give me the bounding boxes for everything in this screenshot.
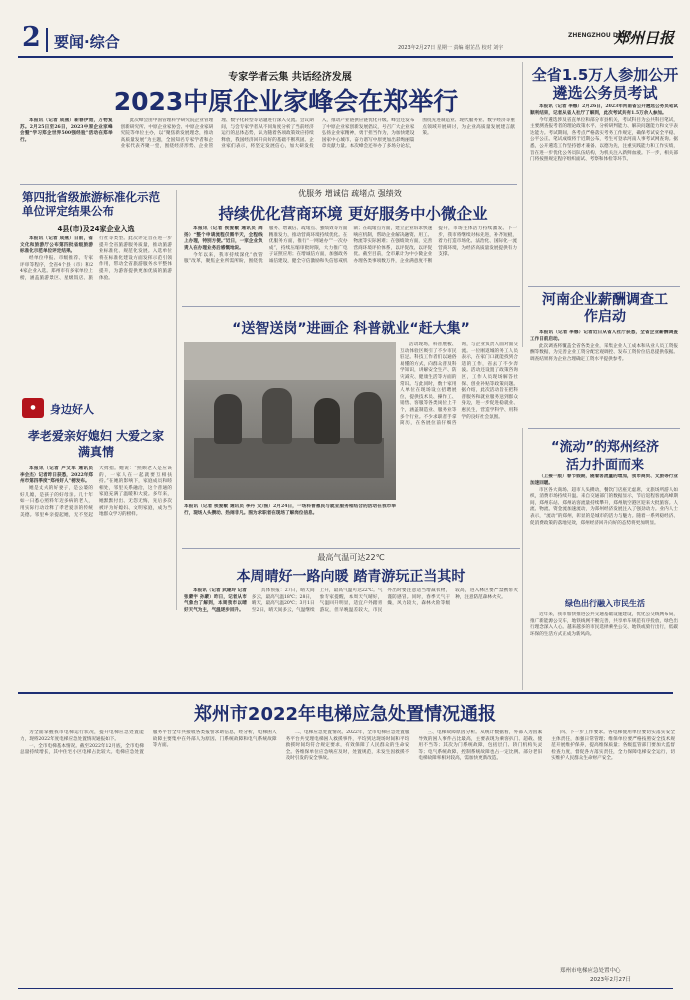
economy-article [530,474,678,594]
divider [176,190,177,610]
brand-logo: 郑州日报 [614,29,675,47]
photo-person [214,394,242,444]
audit-article [530,330,678,426]
business-env-body: 今年以来，我市持续深化“放管服”改革，聚焦企业所需所盼，围绕优服务、增诚信、疏堵点、强绩效等方面精准发力，推动营商环境持续优化。在优服务方面，推行“一网通办”“一次办成”，持续压缩审批时限，大力推广电子证照应用；在增诚信方面，加强政务诚信建设，健全守信激励和失信惩戒机制；在疏堵点方面，建立企业诉求快速响应机制，帮助企业解决融资、用工、物流等实际困难；在强绩效方面，完善营商环境评价体系，以评促改、以评促优。截至目前，全市累计为中小微企业办理各类事项数万件，企业满意度不断提升，市场主体活力持续激发。下一步，我市将继续对标先进，补齐短板，着力打造市场化、法治化、国际化一流营商环境，为经济高质量发展提供有力支撑。 [184,226,517,265]
economy-headline: 活力扑面而来 [565,458,644,473]
weather-body: 具体预报：27日，晴天间多云，最高气温18℃；28日，晴天，最高气温20℃；3月1日至2日，晴天间多云，气温继续上升，最高气温可达22℃。气象专家提醒，本周天气晴好，气温回升明显，适宜户外踏青游玩，但早晚温差较大，市民外出时要注意适当增减衣物，谨防感冒。同时，春季天气干燥，风力较大，森林火险等级较高，进入林区要严禁携带火种，注意防范森林火灾。 [251,588,518,613]
badge-icon: ● [22,398,44,418]
tourism-byline: 本报讯（记者 成燕）日前，省文化和旅游厅公布第四批省级旅游标准化示范单位评定结果。 [20,236,93,255]
employment-headline: “送智送岗”进画企 科普就业“赶大集” [232,321,470,337]
employment-caption [184,504,396,544]
civil-service-headline: 全省1.5万人参加公开遴选公务员考试 [531,66,679,102]
economy-kicker: “流动”的郑州经济 [550,440,660,455]
weather-headline: 本周晴好一路向暖 踏青游玩正当其时 [236,569,466,585]
weather-kicker: 最高气温可达22℃ [317,553,385,562]
brand-english: ZHENGZHOU DAILY [568,32,632,39]
lead-article [20,118,515,178]
civil-service-byline: 本报讯（记者 李娜）2月26日，2023年河南省公开遴选公务员笔试顺利结束，记者从省人社厅了解到，此次考试共有1.5万余人参加。 [530,104,678,116]
business-env-kicker: 优服务 增诚信 疏堵点 强绩效 [298,189,402,198]
page-bottom-rule [18,988,673,989]
tourism-article [20,236,172,396]
elevator-rule-top [18,692,673,694]
audit-byline: 本报讯（记者 李娜）记者近日从省人社厅获悉，全省企业薪酬调查工作日前启动。 [530,330,678,342]
business-env-byline: 本报讯（记者 侯爱敏 通讯员 周扬）“整个申请流程仅需半天，全程线上办理，特别方便。”近日，一家企业负责人在办理业务后感慨地说。 [184,226,263,251]
good-people-badge: 身边好人 [50,403,94,416]
tourism-headline: 第四批省级旅游标准化示范单位评定结果公布 [22,190,160,218]
travel-headline: 绿色出行融入市民生活 [565,599,645,608]
photo-table [194,438,384,478]
elevator-section-4: 四、下一步工作要求。各电梯使用单位要切实落实安全主体责任，加强日常管理；维保单位要严格按照安全技术规范开展维护保养，提高维保质量；各级监管部门要加大监督检查力度，督促各方落实责任，全力保障电梯安全运行，切实维护人民群众生命财产安全。 [551,730,675,762]
employment-body: 活动现场，科普展板、互动体验区吸引了不少市民驻足。科技工作者们以通俗易懂的方式，向群众普及科学知识，讲解安全生产、防灾减灾、健康生活等方面的常识。与此同时，数十家用人单位在现场设立招聘展位，提供技术员、操作工、销售、客服等各类岗位上千个，涵盖制造业、服务业等多个行业。不少求职者手拿简历，在各展位前仔细咨询，与企业负责人面对面交流。一位刚返城的务工人员表示，在家门口就能找到合适的工作，省去了不少奔波。活动还设置了政策咨询区，工作人员现场解答社保、创业补贴等政策问题。据介绍，此次活动旨在把科普服务和就业服务送到群众身边，进一步促进稳就业、惠民生，营造学科学、用科学的良好社会氛围。 [400,342,518,427]
employment-photo [184,342,396,500]
elevator-section-3: 三、电梯故障原因分析。从统计数据看，外部人为因素导致的困人事件占比最高，主要表现为乘客扒门、超载、使用不当等；其次为门系统故障，包括层门、轿门机构失灵等；电气系统故障、控制系统故障也占一定比例。部分老旧电梯故障率相对较高，需加快更新改造。 [418,730,543,762]
audit-headline: 河南企业薪酬调查工作启动 [542,292,668,325]
travel-body: 近年来，我市加快推进公共交通基础设施建设，优化公交线网布局，推广新能源公交车，地铁线网不断完善，共享单车规范有序投放，绿色出行理念深入人心。越来越多的市民选择乘坐公交、地铁或骑行出行，低碳环保的生活方式正成为新风尚。 [530,612,678,637]
elevator-article [20,730,675,962]
tourism-body: 经单位申报、市级推荐、专家评审等程序，全省4个县（市）和24家企业入选。郑州市有多家单位上榜，涵盖旅游景区、星级饭店、旅行社等类型。此次评定旨在进一步提升全省旅游服务质量，推动旅游业标准化、规范化发展。入选单位将在标准化建设方面发挥示范引领作用，带动全省旅游服务水平整体提升，为游客提供更加优质的旅游体验。 [20,236,172,282]
weather-article [184,588,518,684]
business-env-article [184,226,517,302]
business-env-headline: 持续优化营商环境 更好服务中小微企业 [218,205,488,223]
elevator-date: 2023年2月27日 [590,977,631,983]
travel-article [530,612,678,686]
civil-service-body: 今年遴选涉及省直单位和部分市县机关，考试科目为公共科目笔试，主要测查报考者的理论政策水平、分析研判能力、解决问题能力和文字表达能力。考试期间，各考点严格落实考务工作规定，确保考试安全平稳、公平公正。笔试成绩将于近期公布，考生可登录河南人事考试网查询。据悉，公开遴选工作坚持德才兼备、以德为先，注重实践能力和工作实绩，旨在进一步优化公务员队伍结构，为机关注入新鲜血液。下一步，相关部门将按照规定程序组织面试、考察和体检等环节。 [530,117,678,163]
page-number-divider [46,28,48,52]
photo-banner [184,342,396,380]
lead-body: 此次峰会由中国管理科学研究院企业管理创新研究所、中原企业家协会、中原企业家研究院等单位主办，以“聚焦新发展理念，推动高质量发展”为主题，全国知名专家学者和企业家代表齐聚一堂，围绕经济形势、企业管理、数字化转型等话题进行深入交流。会议期间，与会专家学者从不同角度分析了当前经济运行的总体态势，认为随着各项政策效应持续释放，我国经济回升向好的基础不断巩固。企业家们表示，将坚定发展信心，加大研发投入，推动产业链供应链优化升级。峰会还发布了中原企业家创新发展倡议，号召广大企业家弘扬企业家精神，勇于担当作为，为加快建设国家中心城市、奋力谱写中原更加出彩绚丽篇章贡献力量。本次峰会还举办了多场分论坛，围绕先进制造业、现代服务业、数字经济等重点领域开展研讨，为企业高质量发展建言献策。 [120,118,515,150]
good-people-headline: 孝老爱亲好媳妇 大爱之家满真情 [27,429,165,459]
photo-person [354,392,382,444]
employment-photo-caption: 本报讯（记者 侯爱敏 通讯员 李丹 文/图）2月24日，一场科普惠民与就业服务相结合的活动在我市举行，现场人头攒动、热闹非凡。图为求职者在现场了解岗位信息。 [184,504,396,516]
section-title: 要闻·综合 [54,33,120,51]
photo-person [314,398,340,444]
divider [182,548,520,549]
elevator-signature: 郑州市电梯应急处置中心 [560,968,621,974]
divider [528,286,680,287]
elevator-headline: 郑州市2022年电梯应急处置情况通报 [193,704,497,725]
good-people-article [20,466,172,612]
tourism-subhead: 4县(市)及24家企业入选 [57,225,135,233]
photo-person [262,388,292,444]
economy-body: 市区各大商场、超市人头攒动，餐饮门店座无虚席，文旅场所游人如织，消费市场持续升温。来自交通部门的数据显示，节后返程客流高峰期间，郑州东站、郑州站客流量持续攀升，郑州航空港区迎来大批旅客。人流、物流、资金流加速流动，为郑州经济发展注入了强劲动力。业内人士表示，“流动”的郑州，彰显的是城市的活力与魅力。随着一系列稳经济、促消费政策的落地见效，郑州经济回升向好的态势将更加明显。 [530,487,678,526]
weather-byline: 本报讯（记者 武建玲 记者张蒙宇 孙蒙）昨日，记者从市气象台了解到，本周我市以晴好天气为主，气温逐步回升。 [184,588,247,613]
elevator-section-2: 二、电梯应急处置情况。2022年，全市电梯应急处置服务平台共受理电梯困人救援事件，平均到达现场时间和平均救援时间均符合规定要求，有效保障了人民群众的生命安全。各维保单位应急响应及时，处置规范，未发生因救援不及时引发的安全事故。 [285,730,410,762]
good-people-badge-box [22,398,170,418]
economy-byline: （上接一版）春节假期，随着客流量的增加，我市商贸、文旅等行业加速回暖。 [530,474,678,486]
divider [182,306,520,307]
lead-byline: 本报讯（记者 成燕）新春伊始，万物复苏。2月25日至26日，2023中原企业家峰会暨“学习郑企世界500强经验”活动在郑举行。 [20,118,113,143]
masthead [0,0,690,62]
divider [528,428,680,429]
elevator-intro: 为全面掌握我市电梯运行状况，提升电梯应急处置能力，现将2022年度电梯应急处置情况通报如下。 [20,730,144,742]
lead-kicker: 专家学者云集 共话经济发展 [228,72,352,83]
good-people-byline: 本报讯（记者 卢文军 通讯员 李会杰）记者昨日获悉，2022年郑州市第四季度“郑州好人”榜发布。 [20,466,93,485]
lead-headline: 2023中原企业家峰会在郑举行 [113,87,459,116]
edition-line: 2023年2月27日 星期一 责编 谢芷昌 校对 刘宇 [398,45,504,51]
masthead-rule [18,56,673,58]
audit-body: 此次调查将覆盖全省各类企业，采集企业人工成本和从业人员工资报酬等数据，为完善企业工资分配宏观调控、发布工资价位信息提供依据。调查结果将为企业合理确定工资水平提供参考。 [530,343,678,362]
civil-service-article [530,104,678,280]
page-number: 2 [22,22,41,53]
divider [522,62,523,347]
employment-article [400,342,518,542]
divider [522,428,523,690]
good-people-body: 她是丈夫的好妻子，是公婆的好儿媳，是孩子的好母亲。几十年如一日悉心照料年迈多病的老人，用实际行动诠释了孝老爱亲的传统美德。邻里乡亲提起她，无不竖起大拇指。她说：“照顾老人是应该的，一家人在一起就要互相扶持。”在她的影响下，家庭成员和睦相处，邻里关系融洽，这个普通的家庭充满了温暖和大爱。多年来，她默默付出、无怨无悔，先后多次被评为好媳妇、文明家庭，成为当地群众学习的榜样。 [20,466,172,518]
divider [20,184,517,185]
elevator-section-1: 一、全市电梯基本情况。截至2022年12月底，全市电梯总量持续增长，其中住宅小区电梯占比较大。电梯应急处置服务平台全年共接收各类报警求助信息，经分析，电梯困人故障主要集中在外部人为原因、门系统故障和电气系统故障等方面。 [20,730,277,756]
